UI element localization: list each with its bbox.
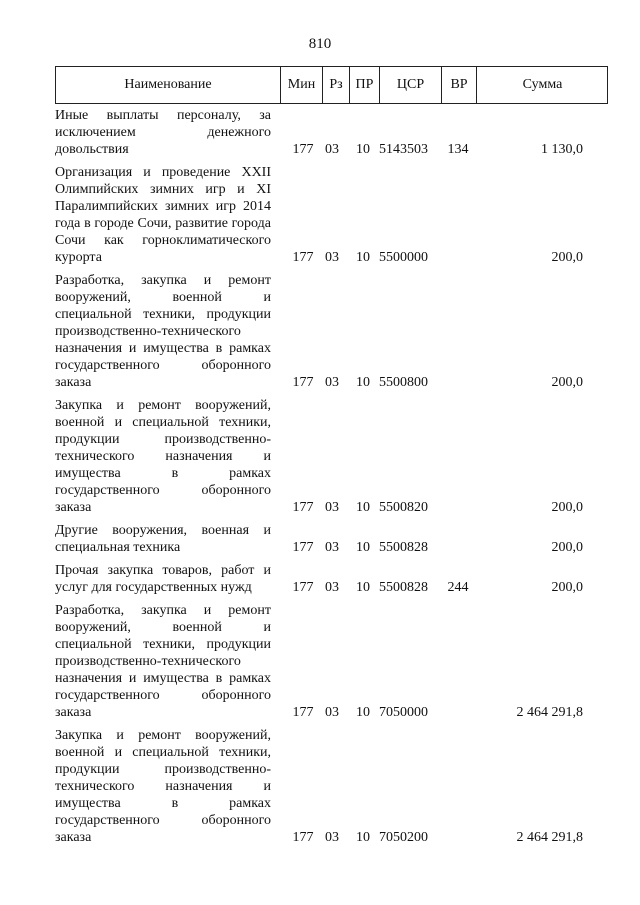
row-rz: 03 [325, 705, 339, 720]
row-name: Иные выплаты персоналу, за исключением денежного довольствия [55, 108, 271, 157]
table-row [55, 107, 608, 158]
row-rz: 03 [325, 142, 339, 157]
table-row [55, 164, 608, 266]
row-pr: 10 [356, 830, 370, 845]
row-min: 177 [292, 250, 314, 265]
row-sum: 200,0 [551, 540, 583, 555]
row-rz: 03 [325, 830, 339, 845]
row-pr: 10 [356, 580, 370, 595]
row-csr: 5143503 [379, 142, 428, 157]
row-min: 177 [292, 580, 314, 595]
row-name: Закупка и ремонт вооружений, военной и специальной техники, продукции производственно-технического назначения и имущества в рамках государственного оборонного заказа [55, 398, 271, 515]
row-pr: 10 [356, 500, 370, 515]
row-min: 177 [292, 540, 314, 555]
row-name: Закупка и ремонт вооружений, военной и специальной техники, продукции производственно-технического назначения и имущества в рамках государственного оборонного заказа [55, 728, 271, 845]
header-csr: ЦСР [379, 67, 441, 103]
row-pr: 10 [356, 250, 370, 265]
table-row [55, 602, 608, 721]
row-csr: 7050200 [379, 830, 428, 845]
row-vr: 134 [447, 142, 469, 157]
table-row [55, 272, 608, 391]
row-min: 177 [292, 500, 314, 515]
row-csr: 5500000 [379, 250, 428, 265]
row-rz: 03 [325, 540, 339, 555]
header-rz: Рз [322, 67, 349, 103]
row-sum: 200,0 [551, 375, 583, 390]
table-row [55, 397, 608, 516]
table-header [55, 66, 608, 104]
row-csr: 5500800 [379, 375, 428, 390]
row-pr: 10 [356, 142, 370, 157]
row-csr: 5500828 [379, 580, 428, 595]
row-name: Другие вооружения, военная и специальная техника [55, 523, 271, 555]
row-sum: 1 130,0 [541, 142, 583, 157]
row-csr: 5500820 [379, 500, 428, 515]
row-rz: 03 [325, 250, 339, 265]
row-name: Прочая закупка товаров, работ и услуг для государственных нужд [55, 563, 271, 595]
row-csr: 7050000 [379, 705, 428, 720]
row-min: 177 [292, 142, 314, 157]
row-pr: 10 [356, 375, 370, 390]
row-rz: 03 [325, 375, 339, 390]
header-sum: Сумма [476, 67, 608, 103]
row-name: Разработка, закупка и ремонт вооружений, военной и специальной техники, продукции производственно-технического назначения и имущества в рамках государственного оборонного заказа [55, 603, 271, 720]
row-min: 177 [292, 375, 314, 390]
row-min: 177 [292, 705, 314, 720]
row-rz: 03 [325, 580, 339, 595]
header-min: Мин [280, 67, 322, 103]
row-name: Разработка, закупка и ремонт вооружений, военной и специальной техники, продукции производственно-технического назначения и имущества в рамках государственного оборонного заказа [55, 273, 271, 390]
table-row [55, 522, 608, 556]
row-csr: 5500828 [379, 540, 428, 555]
row-min: 177 [292, 830, 314, 845]
row-pr: 10 [356, 540, 370, 555]
header-name: Наименование [124, 77, 212, 92]
page-number: 810 [308, 36, 332, 52]
row-vr: 244 [447, 580, 469, 595]
row-rz: 03 [325, 500, 339, 515]
header-pr: ПР [349, 67, 379, 103]
row-sum: 200,0 [551, 500, 583, 515]
row-sum: 200,0 [551, 580, 583, 595]
budget-table [55, 66, 608, 846]
row-sum: 2 464 291,8 [516, 830, 583, 845]
row-name: Организация и проведение XXII Олимпийских зимних игр и XI Паралимпийских зимних игр 2014 года в городе Сочи, развитие города Сочи как горноклиматического курорта [55, 165, 271, 265]
row-pr: 10 [356, 705, 370, 720]
table-row [55, 727, 608, 846]
row-sum: 200,0 [551, 250, 583, 265]
row-sum: 2 464 291,8 [516, 705, 583, 720]
header-vr: ВР [441, 67, 476, 103]
table-row [55, 562, 608, 596]
